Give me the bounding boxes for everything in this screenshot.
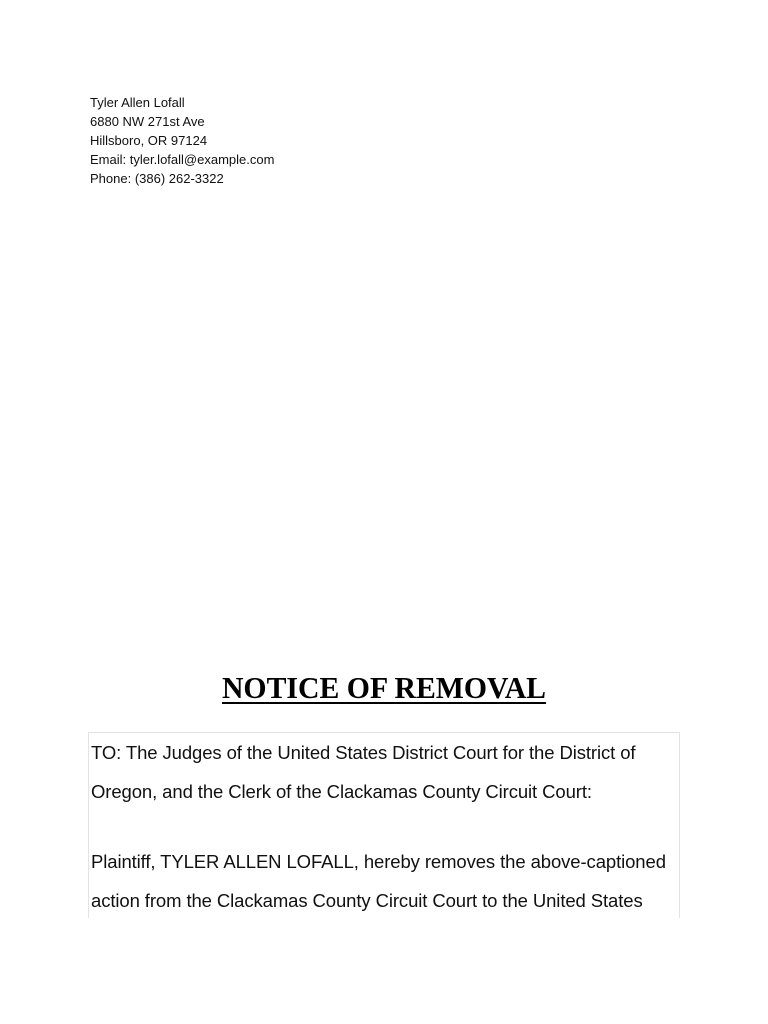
sender-city-state-zip: Hillsboro, OR 97124	[90, 133, 208, 148]
sender-email: Email: tyler.lofall@example.com	[90, 152, 275, 167]
document-title: NOTICE OF REMOVAL	[221, 670, 547, 705]
body-line-2: action from the Clackamas County Circuit Court to the United States	[91, 890, 643, 911]
sender-street: 6880 NW 271st Ave	[90, 114, 205, 129]
body-line-1: Plaintiff, TYLER ALLEN LOFALL, hereby removes the above-captioned	[91, 851, 666, 872]
sender-phone: Phone: (386) 262-3322	[90, 171, 224, 186]
sender-name: Tyler Allen Lofall	[90, 95, 185, 110]
paragraph-gap	[89, 811, 679, 842]
to-line-1: TO: The Judges of the United States District Court for the District of	[91, 742, 636, 763]
document-body	[88, 732, 680, 918]
to-line-2: Oregon, and the Clerk of the Clackamas County Circuit Court:	[91, 781, 592, 802]
sender-block	[90, 93, 274, 188]
